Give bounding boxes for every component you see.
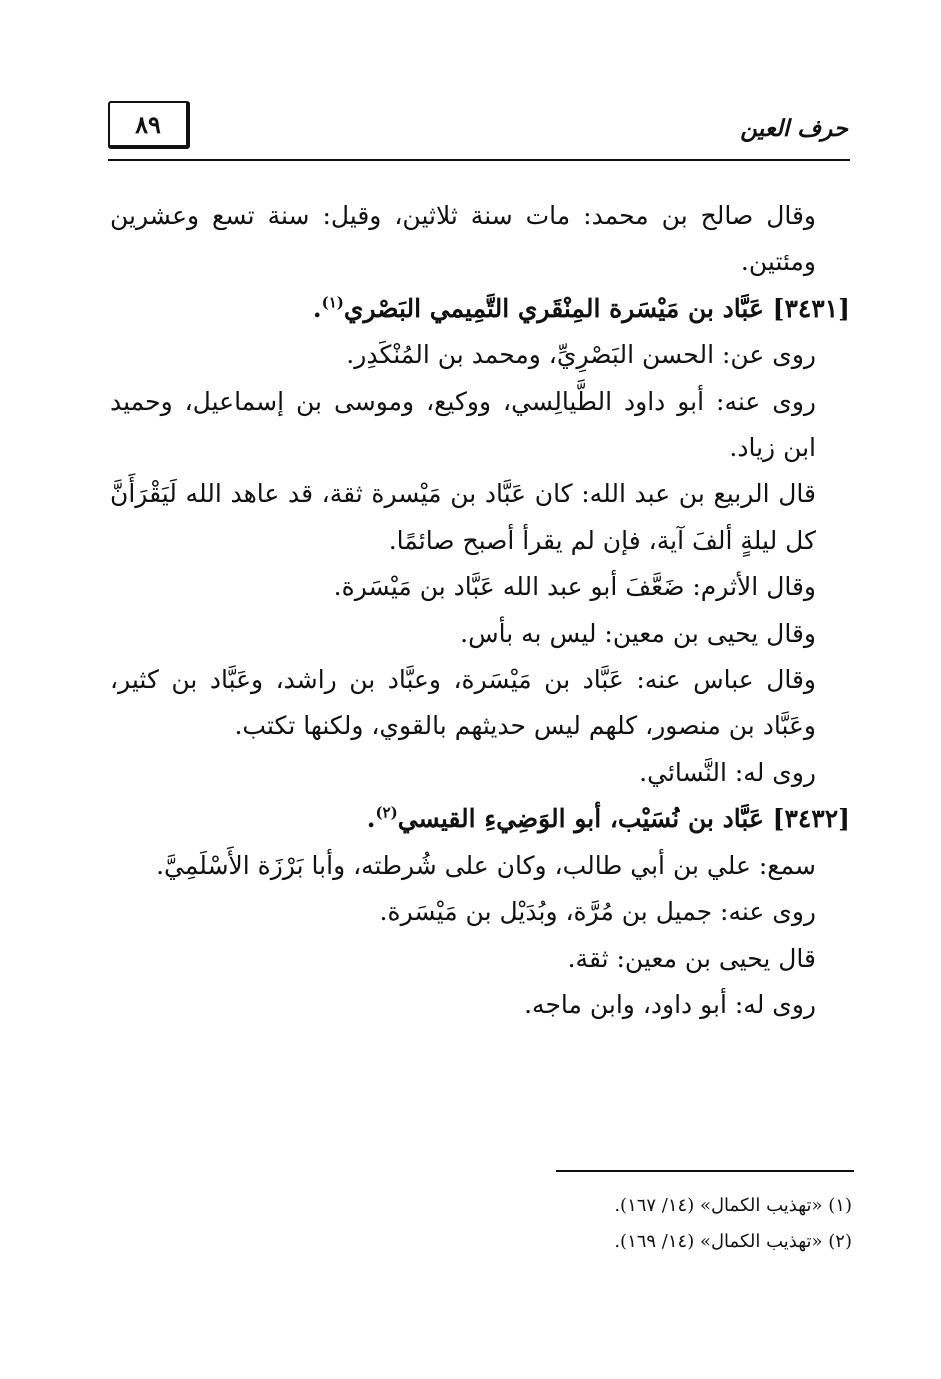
paragraph: وقال الأثرم: ضَعَّفَ أبو عبد الله عَبَّاد بن مَيْسَرة. [333, 572, 816, 602]
paragraph: وقال صالح بن محمد: مات سنة ثلاثين، وقيل: سنة تسع وعشرين ومئتين. [110, 201, 816, 277]
footnote-divider [556, 1170, 854, 1172]
paragraph: روى عنه: أبو داود الطَّيالِسي، ووكيع، وموسى بن إسماعيل، وحميد ابن زياد. [110, 386, 816, 463]
footnotes [500, 1188, 852, 1260]
paragraph: قال يحيى بن معين: ثقة. [567, 943, 816, 973]
paragraph: قال الربيع بن عبد الله: كان عَبَّاد بن مَيْسرة ثقة، قد عاهد الله لَيَقْرَأَنَّ كل ليلةٍ ألفَ آية، فإن لم يقرأ أصبح صائمًا. [110, 479, 816, 555]
footnote-1: (١) «تهذيب الكمال» (١٤/ ١٦٧). [614, 1195, 852, 1216]
main-text [110, 193, 850, 1028]
chapter-title: حرف العين [740, 115, 848, 142]
paragraph: سمع: علي بن أبي طالب، وكان على شُرطته، وأبا بَرْزَة الأَسْلَمِيَّ. [156, 850, 816, 880]
running-head [108, 101, 850, 161]
page-number: ٨٩ [108, 101, 190, 149]
entry-end: . [312, 293, 322, 323]
entry-number: [٣٤٣١] [772, 293, 850, 323]
paragraph: وقال يحيى بن معين: ليس به بأس. [460, 618, 816, 648]
footnote-2: (٢) «تهذيب الكمال» (١٤/ ١٦٩). [614, 1231, 852, 1252]
paragraph: وقال عباس عنه: عَبَّاد بن مَيْسَرة، وعبَّاد بن راشد، وعَبَّاد بن كثير، وعَبَّاد بن منصور، كلهم ليس حديثهم بالقوي، ولكنها تكتب. [110, 665, 816, 741]
entry-end: . [366, 804, 376, 834]
entry-name: عَبَّاد بن مَيْسَرة المِنْقَري التَّمِيمي البَصْري [343, 293, 764, 323]
entry-number: [٣٤٣٢] [772, 804, 850, 834]
paragraph: روى له: أبو داود، وابن ماجه. [524, 989, 816, 1019]
paragraph: روى عن: الحسن البَصْرِيِّ، ومحمد بن المُنْكَدِر. [346, 340, 816, 370]
entry-heading-3431 [110, 286, 850, 332]
entry-name: عَبَّاد بن نُسَيْب، أبو الوَضِيءِ القيسي [397, 804, 764, 834]
paragraph: روى عنه: جميل بن مُرَّة، وبُدَيْل بن مَيْسَرة. [379, 897, 816, 927]
paragraph: روى له: النَّسائي. [639, 757, 816, 787]
footnote-ref: (٢) [375, 803, 398, 822]
entry-heading-3432 [110, 796, 850, 842]
footnote-ref: (١) [321, 293, 344, 312]
